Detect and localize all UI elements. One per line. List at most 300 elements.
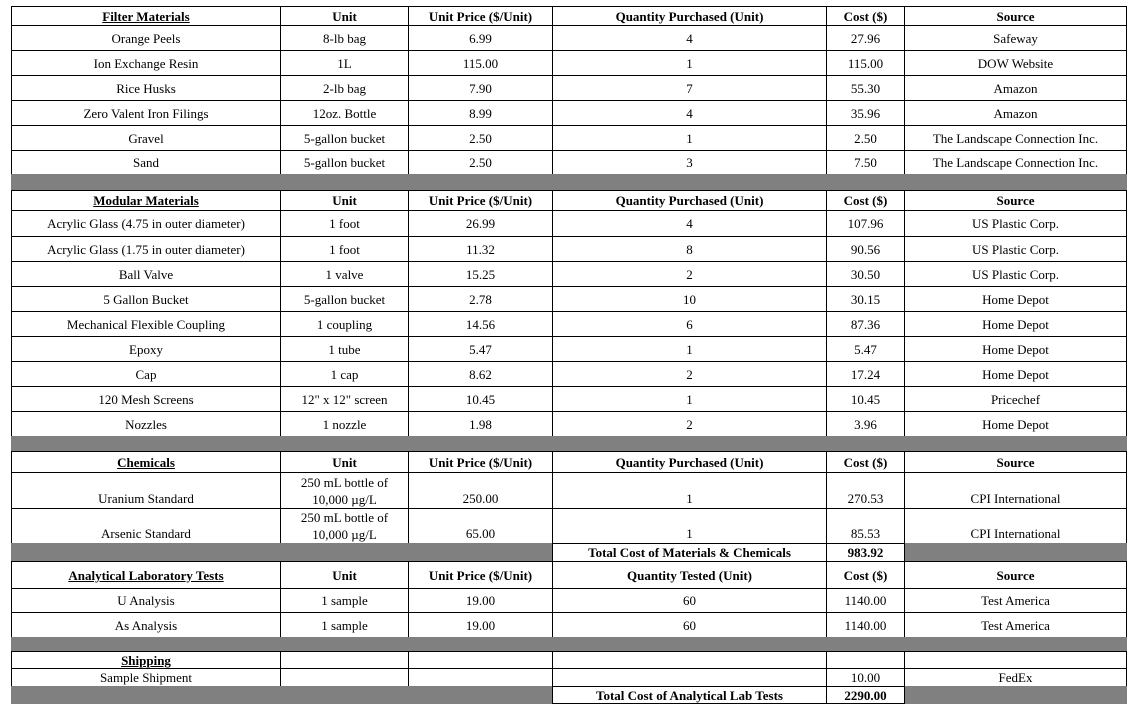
table-row-cost (826, 612, 905, 638)
chemicals-header-price-text: Unit Price ($/Unit) (428, 454, 533, 470)
table-row-source-text: Home Depot (982, 316, 1049, 332)
table-row-cost-text: 30.50 (850, 266, 881, 282)
shipping-title-text: Shipping (121, 652, 171, 668)
table-row-source (904, 50, 1127, 76)
table-row-source (904, 125, 1127, 151)
table-row-unit (280, 336, 409, 362)
table-row-qty (552, 508, 827, 544)
unit-text-line: 250 mL bottle of (300, 475, 389, 490)
table-row-source-text: Test America (981, 617, 1050, 633)
table-row-source (904, 361, 1127, 387)
filter_materials-header-source (904, 6, 1127, 26)
table-row-qty (552, 286, 827, 312)
empty-cell (280, 651, 409, 669)
table-row-unit (280, 286, 409, 312)
table-row-item (11, 25, 281, 51)
table-row-price-text: 2.78 (469, 291, 492, 307)
table-row-item (11, 286, 281, 312)
table-row-unit-text: 1 tube (328, 341, 361, 357)
table-row-item (11, 210, 281, 237)
table-row-cost-text: 2.50 (854, 130, 877, 146)
analytical_tests-header-cost (826, 561, 905, 589)
modular_materials-header-unit (280, 190, 409, 211)
table-row-qty-text: 4 (686, 105, 693, 121)
modular_materials-header-source-text: Source (996, 193, 1035, 208)
table-row-unit (280, 411, 409, 437)
table-row-unit-text: 5-gallon bucket (303, 155, 386, 170)
table-row-price (408, 50, 553, 76)
table-row-qty-text: 3 (686, 155, 693, 170)
table-row-source-text: US Plastic Corp. (971, 241, 1060, 257)
table-row-price-text: 115.00 (462, 55, 499, 71)
table-row-qty-text: 1 (686, 491, 693, 506)
table-row-item-text: Nozzles (125, 416, 167, 432)
table-row-unit-text: 1 foot (329, 216, 360, 231)
table-row-unit (280, 75, 409, 101)
table-row-unit (280, 150, 409, 175)
table-row-cost-text: 90.56 (850, 241, 881, 257)
chemicals-header-qty (552, 451, 827, 473)
table-row-price (408, 236, 553, 262)
table-row-item (11, 361, 281, 387)
table-row-unit-text: 1 nozzle (322, 416, 367, 432)
table-row-cost (826, 236, 905, 262)
table-row-price (408, 668, 553, 687)
separator-band (11, 174, 1127, 191)
table-row-cost (826, 668, 905, 687)
table-row-qty (552, 236, 827, 262)
table-row-qty-text: 1 (686, 391, 693, 407)
table-row-item-text: Acrylic Glass (4.75 in outer diameter) (47, 216, 245, 231)
table-row-qty (552, 361, 827, 387)
table-row-price-text: 10.45 (465, 391, 496, 407)
separator-band (905, 686, 1127, 704)
modular_materials-header-cost (826, 190, 905, 211)
separator-band (11, 637, 1127, 652)
table-row-unit (280, 125, 409, 151)
table-row-price-text: 8.99 (469, 105, 492, 121)
table-row-price (408, 286, 553, 312)
table-row-item-text: Zero Valent Iron Filings (83, 105, 209, 121)
table-row-item-text: Epoxy (129, 341, 163, 357)
table-row-unit-text: 8-lb bag (323, 30, 366, 46)
table-row-item (11, 612, 281, 638)
table-row-source (904, 668, 1127, 687)
table-row-unit (280, 668, 409, 687)
table-row-qty (552, 125, 827, 151)
table-row-unit-text: 12oz. Bottle (312, 105, 377, 121)
table-row-unit (280, 25, 409, 51)
table-row-price (408, 261, 553, 287)
table-row-price-text: 26.99 (465, 216, 496, 231)
table-row-price-text: 19.00 (465, 617, 496, 633)
table-row-item-text: Orange Peels (111, 30, 181, 46)
table-row-cost (826, 75, 905, 101)
table-row-cost (826, 508, 905, 544)
table-row-unit (280, 210, 409, 237)
filter_materials-header-qty-text: Quantity Purchased (Unit) (615, 8, 764, 24)
table-row-source-text: The Landscape Connection Inc. (932, 130, 1099, 146)
table-row-item (11, 588, 281, 613)
table-row-source (904, 286, 1127, 312)
table-row-qty (552, 336, 827, 362)
table-row-source (904, 472, 1127, 509)
table-row-price (408, 336, 553, 362)
table-row-item-text: Acrylic Glass (1.75 in outer diameter) (47, 241, 245, 257)
table-row-qty (552, 588, 827, 613)
table-row-source-text: US Plastic Corp. (971, 266, 1060, 282)
table-row-item-text: Ion Exchange Resin (93, 55, 199, 71)
table-row-qty (552, 668, 827, 687)
table-row-price-text: 6.99 (469, 30, 492, 46)
table-row-price (408, 150, 553, 175)
table-row-qty-text: 7 (686, 80, 693, 96)
table-row-unit (280, 588, 409, 613)
table-row-unit (280, 100, 409, 126)
table-row-source (904, 261, 1127, 287)
table-row-unit (280, 261, 409, 287)
table-row-item (11, 261, 281, 287)
table-row-item-text: Arsenic Standard (101, 526, 191, 541)
filter_materials-title (11, 6, 281, 26)
table-row-item (11, 150, 281, 175)
table-row-source-text: Home Depot (982, 341, 1049, 357)
table-row-cost (826, 25, 905, 51)
analytical_tests-header-unit-text: Unit (332, 567, 357, 583)
table-row-item-text: Sample Shipment (99, 670, 193, 685)
table-row-unit-text: 1 sample (321, 617, 368, 633)
table-row-cost-text: 30.15 (850, 291, 881, 307)
analytical_tests-title-text: Analytical Laboratory Tests (68, 567, 224, 583)
chemicals-title (11, 451, 281, 473)
table-row-price-text: 8.62 (469, 366, 492, 382)
table-row-unit-text: 5-gallon bucket (303, 291, 386, 307)
table-row-price-text: 19.00 (465, 593, 496, 608)
table-row-source (904, 311, 1127, 337)
filter_materials-header-price-text: Unit Price ($/Unit) (428, 8, 533, 24)
table-row-qty-text: 4 (686, 216, 693, 231)
table-row-item (11, 75, 281, 101)
chemicals-header-qty-text: Quantity Purchased (Unit) (615, 454, 764, 470)
table-row-item-text: U Analysis (117, 593, 175, 608)
table-row-cost-text: 85.53 (850, 526, 881, 541)
analytical_tests-title (11, 561, 281, 589)
table-row-unit (280, 311, 409, 337)
table-row-price (408, 75, 553, 101)
filter_materials-header-unit-text: Unit (332, 8, 357, 24)
table-row-cost (826, 386, 905, 412)
filter_materials-header-cost-text: Cost ($) (843, 8, 888, 24)
modular_materials-title-text: Modular Materials (93, 193, 199, 208)
table-row-cost-text: 10.45 (850, 391, 881, 407)
filter_materials-title-text: Filter Materials (102, 8, 190, 24)
modular_materials-header-unit-text: Unit (332, 193, 357, 208)
table-row-qty (552, 210, 827, 237)
table-row-cost (826, 588, 905, 613)
table-row-cost-text: 7.50 (854, 155, 877, 170)
table-row-item-text: As Analysis (114, 617, 178, 633)
table-row-qty (552, 311, 827, 337)
table-row-price (408, 361, 553, 387)
empty-cell (408, 651, 553, 669)
table-row-source (904, 386, 1127, 412)
table-row-source (904, 612, 1127, 638)
table-row-source-text: Amazon (993, 105, 1038, 121)
filter_materials-header-cost (826, 6, 905, 26)
table-row-price (408, 311, 553, 337)
table-row-item (11, 472, 281, 509)
table-row-source-text: DOW Website (977, 55, 1054, 71)
chemicals-header-cost (826, 451, 905, 473)
separator-band (11, 686, 552, 704)
table-row-source (904, 210, 1127, 237)
table-row-price (408, 386, 553, 412)
table-row-item (11, 668, 281, 687)
table-row-cost (826, 150, 905, 175)
analytical_tests-header-qty (552, 561, 827, 589)
table-row-qty (552, 150, 827, 175)
table-row-item (11, 236, 281, 262)
table-row-cost (826, 261, 905, 287)
filter_materials-header-qty (552, 6, 827, 26)
table-row-cost-text: 27.96 (850, 30, 881, 46)
table-row-unit (280, 612, 409, 638)
separator-band (11, 543, 552, 562)
separator-band (11, 436, 1127, 452)
table-row-qty-text: 2 (686, 366, 693, 382)
table-row-source-text: Safeway (993, 30, 1038, 46)
table-row-unit (280, 472, 409, 509)
modular_materials-header-qty (552, 190, 827, 211)
table-row-source-text: Home Depot (982, 416, 1049, 432)
table-row-cost (826, 50, 905, 76)
table-row-item-text: Ball Valve (118, 266, 174, 282)
modular_materials-header-price-text: Unit Price ($/Unit) (428, 193, 533, 208)
table-row-qty (552, 100, 827, 126)
table-row-qty (552, 612, 827, 638)
modular_materials-header-price (408, 190, 553, 211)
table-row-qty-text: 60 (683, 617, 696, 633)
table-row-unit-text: 1 valve (325, 266, 364, 282)
table-row-price-text: 2.50 (469, 130, 492, 146)
table-row-item (11, 411, 281, 437)
separator-band (905, 543, 1127, 562)
table-row-price-text: 5.47 (469, 341, 492, 357)
table-row-source (904, 336, 1127, 362)
empty-cell (826, 651, 905, 669)
table-row-item-text: Rice Husks (116, 80, 176, 96)
empty-cell (904, 651, 1127, 669)
table-row-unit-text: 1L (337, 55, 352, 71)
table-row-qty-text: 6 (686, 316, 693, 332)
table-row-qty-text: 60 (683, 593, 696, 608)
total-lab-tests-label-text: Total Cost of Analytical Lab Tests (596, 687, 783, 703)
table-row-source-text: Home Depot (982, 291, 1049, 307)
table-row-source-text: Pricechef (990, 391, 1041, 407)
chemicals-header-unit-text: Unit (332, 454, 357, 470)
table-row-source-text: CPI International (970, 526, 1061, 541)
table-row-source (904, 508, 1127, 544)
table-row-item-text: 120 Mesh Screens (98, 391, 194, 407)
table-row-price-text: 11.32 (466, 241, 495, 257)
modular_materials-header-source (904, 190, 1127, 211)
table-row-price (408, 472, 553, 509)
table-row-source (904, 150, 1127, 175)
table-row-cost-text: 107.96 (847, 216, 884, 231)
table-row-price (408, 100, 553, 126)
table-row-cost-text: 270.53 (847, 491, 884, 506)
table-row-source-text: Home Depot (982, 366, 1049, 382)
table-row-qty-text: 8 (686, 241, 693, 257)
table-row-source (904, 411, 1127, 437)
table-row-qty (552, 261, 827, 287)
table-row-cost (826, 100, 905, 126)
table-row-unit-text: 12" x 12" screen (301, 391, 388, 407)
table-row-qty (552, 50, 827, 76)
table-row-price (408, 210, 553, 237)
table-row-cost-text: 115.00 (847, 55, 884, 71)
filter_materials-header-unit (280, 6, 409, 26)
table-row-price-text: 1.98 (469, 416, 492, 432)
table-row-source (904, 100, 1127, 126)
table-row-cost-text: 17.24 (850, 366, 881, 382)
total-lab-tests-value (826, 686, 905, 704)
analytical_tests-header-price-text: Unit Price ($/Unit) (428, 567, 533, 583)
analytical_tests-header-source-text: Source (996, 567, 1035, 583)
chemicals-header-source (904, 451, 1127, 473)
table-row-unit (280, 386, 409, 412)
table-row-unit (280, 361, 409, 387)
table-row-unit (280, 50, 409, 76)
table-row-qty-text: 1 (686, 55, 693, 71)
table-row-qty (552, 75, 827, 101)
table-row-qty (552, 25, 827, 51)
table-row-source-text: Amazon (993, 80, 1038, 96)
chemicals-header-price (408, 451, 553, 473)
table-row-cost-text: 10.00 (850, 670, 881, 685)
table-row-qty-text: 1 (686, 526, 693, 541)
table-row-cost-text: 5.47 (854, 341, 877, 357)
table-row-item (11, 100, 281, 126)
table-row-source-text: FedEx (998, 670, 1033, 685)
total-materials-value-text: 983.92 (847, 545, 884, 560)
analytical_tests-header-cost-text: Cost ($) (843, 567, 888, 583)
modular_materials-header-qty-text: Quantity Purchased (Unit) (615, 193, 764, 208)
chemicals-header-source-text: Source (996, 454, 1035, 470)
table-row-qty-text: 1 (686, 341, 693, 357)
table-row-price-text: 7.90 (469, 80, 492, 96)
table-row-item-text: Mechanical Flexible Coupling (66, 316, 226, 332)
table-row-item (11, 50, 281, 76)
table-row-item-text: Uranium Standard (98, 491, 194, 506)
table-row-cost-text: 3.96 (854, 416, 877, 432)
table-row-price-text: 2.50 (469, 155, 492, 170)
table-row-price-text: 250.00 (462, 491, 499, 506)
analytical_tests-header-source (904, 561, 1127, 589)
table-row-price (408, 125, 553, 151)
table-row-qty (552, 472, 827, 509)
table-row-source-text: The Landscape Connection Inc. (932, 155, 1099, 170)
table-row-qty-text: 1 (686, 130, 693, 146)
table-row-cost-text: 35.96 (850, 105, 881, 121)
table-row-item-text: Gravel (128, 130, 164, 146)
table-row-item-text: 5 Gallon Bucket (103, 291, 189, 307)
table-row-unit-text: 1 foot (329, 241, 360, 257)
table-row-cost (826, 210, 905, 237)
table-row-cost (826, 311, 905, 337)
table-row-price-text: 65.00 (465, 526, 496, 541)
table-row-unit (280, 508, 409, 544)
table-row-item (11, 125, 281, 151)
shipping-title (11, 651, 281, 669)
table-row-qty-text: 2 (686, 416, 693, 432)
filter_materials-header-price (408, 6, 553, 26)
table-row-source (904, 25, 1127, 51)
table-row-qty (552, 411, 827, 437)
table-row-price (408, 588, 553, 613)
table-row-item (11, 336, 281, 362)
filter_materials-header-source-text: Source (996, 8, 1035, 24)
table-row-unit-text: 2-lb bag (323, 80, 366, 96)
table-row-price (408, 25, 553, 51)
table-row-cost (826, 411, 905, 437)
table-row-source-text: US Plastic Corp. (971, 216, 1060, 231)
total-materials-label (552, 543, 827, 562)
total-lab-tests-value-text: 2290.00 (844, 687, 887, 703)
unit-text-line: 250 mL bottle of (300, 510, 389, 525)
table-row-item-text: Sand (133, 155, 159, 170)
total-lab-tests-label (552, 686, 827, 704)
table-row-price (408, 612, 553, 638)
empty-cell (552, 651, 827, 669)
table-row-source-text: CPI International (970, 491, 1061, 506)
table-row-price-text: 14.56 (465, 316, 496, 332)
table-row-cost (826, 125, 905, 151)
table-row-source (904, 588, 1127, 613)
table-row-cost-text: 1140.00 (844, 617, 887, 633)
analytical_tests-header-unit (280, 561, 409, 589)
table-row-cost-text: 55.30 (850, 80, 881, 96)
chemicals-title-text: Chemicals (117, 454, 175, 470)
total-materials-label-text: Total Cost of Materials & Chemicals (588, 545, 791, 560)
unit-text-line: 10,000 µg/L (312, 527, 377, 542)
table-row-cost (826, 286, 905, 312)
table-row-cost-text: 1140.00 (844, 593, 887, 608)
table-row-cost (826, 361, 905, 387)
table-row-cost-text: 87.36 (850, 316, 881, 332)
table-row-unit (280, 236, 409, 262)
table-row-price-text: 15.25 (465, 266, 496, 282)
modular_materials-header-cost-text: Cost ($) (843, 193, 888, 208)
chemicals-header-unit (280, 451, 409, 473)
table-row-item (11, 508, 281, 544)
analytical_tests-header-qty-text: Quantity Tested (Unit) (627, 567, 752, 583)
table-row-unit-text: 1 sample (321, 593, 368, 608)
table-row-cost (826, 472, 905, 509)
chemicals-header-cost-text: Cost ($) (843, 454, 888, 470)
unit-text-line: 10,000 µg/L (312, 492, 377, 507)
table-row-source (904, 236, 1127, 262)
table-row-qty-text: 10 (683, 291, 696, 307)
analytical_tests-header-price (408, 561, 553, 589)
table-row-item-text: Cap (135, 366, 157, 382)
table-row-source (904, 75, 1127, 101)
table-row-item (11, 311, 281, 337)
table-row-qty-text: 4 (686, 30, 693, 46)
table-row-source-text: Test America (981, 593, 1050, 608)
table-row-price (408, 508, 553, 544)
modular_materials-title (11, 190, 281, 211)
